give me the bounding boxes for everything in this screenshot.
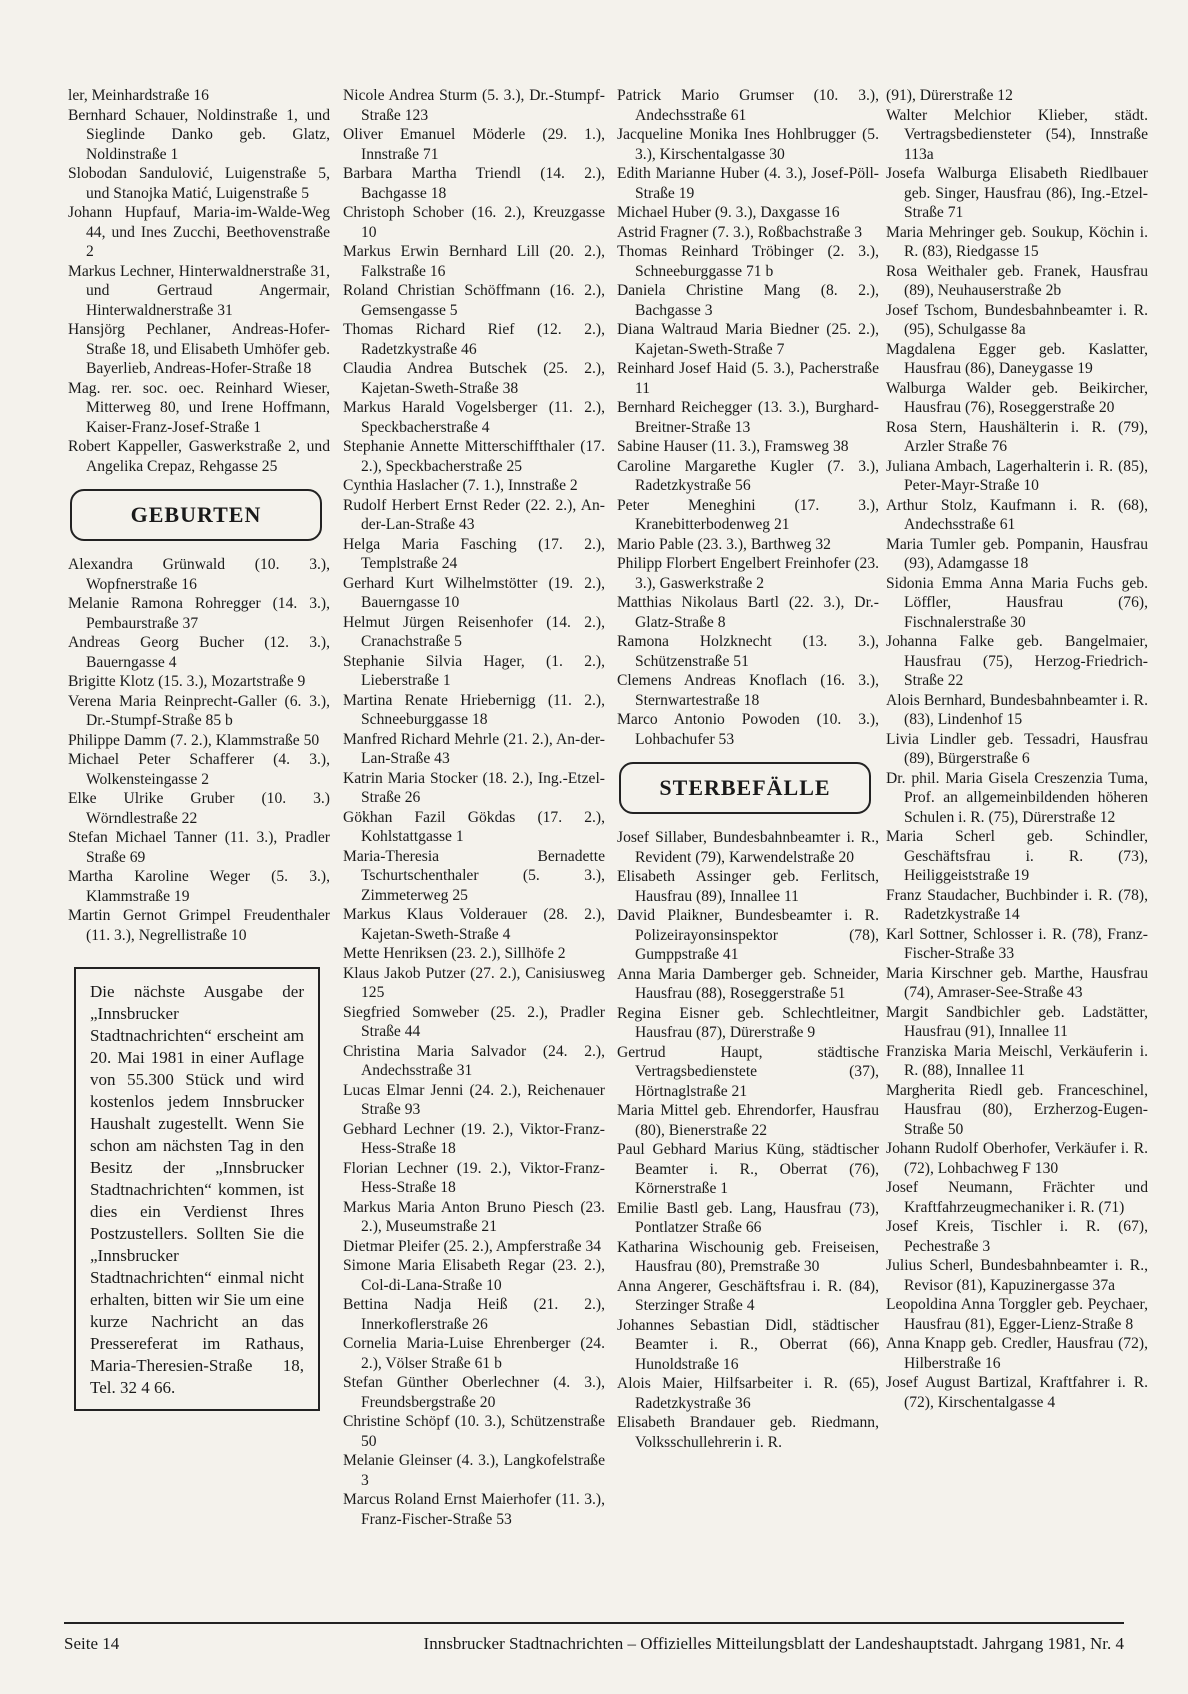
- list-item: Manfred Richard Mehrle (21. 2.), An-der-Lan-Straße 43: [343, 730, 605, 767]
- list-item: Franz Staudacher, Buchbinder i. R. (78), Radetzkystraße 14: [886, 886, 1148, 923]
- entries-list: [343, 86, 605, 1529]
- list-item: Astrid Fragner (7. 3.), Roßbachstraße 3: [617, 223, 863, 241]
- list-item: Dr. phil. Maria Gisela Creszenzia Tuma, Prof. an allgemeinbildenden höheren Schulen i. R. (75), Dürerstraße 12: [886, 769, 1148, 826]
- list-item: Walburga Walder geb. Beikircher, Hausfrau (76), Roseggerstraße 20: [886, 379, 1148, 416]
- list-item: Elisabeth Assinger geb. Ferlitsch, Hausfrau (89), Innallee 11: [617, 868, 879, 905]
- list-item: Regina Eisner geb. Schlechtleitner, Hausfrau (87), Dürerstraße 9: [617, 1004, 879, 1041]
- list-item: Josefa Walburga Elisabeth Riedlbauer geb. Singer, Hausfrau (86), Ing.-Etzel-Straße 71: [886, 165, 1148, 221]
- list-item: Andreas Georg Bucher (12. 3.), Bauerngasse 4: [68, 634, 330, 671]
- list-item: Hansjörg Pechlaner, Andreas-Hofer-Straße 18, und Elisabeth Umhöfer geb. Bayerlieb, Andreas-Hofer-Straße 18: [68, 321, 330, 377]
- list-item: Anna Knapp geb. Credler, Hausfrau (72), Hilberstraße 16: [886, 1335, 1148, 1372]
- list-item: Juliana Ambach, Lagerhalterin i. R. (85), Peter-Mayr-Straße 10: [886, 457, 1148, 494]
- list-item: Magdalena Egger geb. Kaslatter, Hausfrau (86), Daneygasse 19: [886, 340, 1148, 377]
- list-item: Roland Christian Schöffmann (16. 2.), Gemsengasse 5: [343, 282, 605, 319]
- column-1: [68, 86, 330, 1411]
- list-item: Mario Pable (23. 3.), Barthweg 32: [617, 535, 831, 553]
- list-item: Patrick Mario Grumser (10. 3.), Andechsstraße 61: [617, 87, 879, 124]
- list-item: Nicole Andrea Sturm (5. 3.), Dr.-Stumpf-Straße 123: [343, 87, 605, 124]
- list-item: Martha Karoline Weger (5. 3.), Klammstraße 19: [68, 868, 330, 905]
- list-item: Helga Maria Fasching (17. 2.), Templstraße 24: [343, 535, 605, 572]
- list-item: Maria Kirschner geb. Marthe, Hausfrau (74), Amraser-See-Straße 43: [886, 964, 1148, 1001]
- list-item: Klaus Jakob Putzer (27. 2.), Canisiusweg 125: [343, 964, 605, 1001]
- list-item: Cornelia Maria-Luise Ehrenberger (24. 2.), Völser Straße 61 b: [343, 1335, 605, 1372]
- list-item: Ramona Holzknecht (13. 3.), Schützenstraße 51: [617, 633, 879, 670]
- list-item: Stephanie Annette Mitterschiffthaler (17. 2.), Speckbacherstraße 25: [343, 438, 605, 475]
- list-item: Sidonia Emma Anna Maria Fuchs geb. Löffler, Hausfrau (76), Fischnalerstraße 30: [886, 574, 1148, 631]
- list-item: Robert Kappeller, Gaswerkstraße 2, und Angelika Crepaz, Rehgasse 25: [68, 438, 330, 475]
- list-item: Thomas Richard Rief (12. 2.), Radetzkystraße 46: [343, 321, 605, 358]
- list-item: Marco Antonio Powoden (10. 3.), Lohbachufer 53: [617, 711, 879, 748]
- list-item: Julius Scherl, Bundesbahnbeamter i. R., Revisor (81), Kapuzinergasse 37a: [886, 1257, 1148, 1294]
- list-item: Maria Mehringer geb. Soukup, Köchin i. R. (83), Riedgasse 15: [886, 223, 1148, 260]
- list-item: Gertrud Haupt, städtische Vertragsbedienstete (37), Hörtnaglstraße 21: [617, 1043, 879, 1100]
- list-item: Slobodan Sandulović, Luigenstraße 5, und Stanojka Matić, Luigenstraße 5: [68, 165, 330, 202]
- list-item: Maria Scherl geb. Schindler, Geschäftsfrau i. R. (73), Heiliggeiststraße 19: [886, 828, 1148, 884]
- list-item: Josef Sillaber, Bundesbahnbeamter i. R., Revident (79), Karwendelstraße 20: [617, 829, 879, 866]
- list-item: Edith Marianne Huber (4. 3.), Josef-Pöll-Straße 19: [617, 165, 879, 202]
- list-item: Alexandra Grünwald (10. 3.), Wopfnerstraße 16: [68, 556, 330, 593]
- list-item: Clemens Andreas Knoflach (16. 3.), Sternwartestraße 18: [617, 672, 879, 709]
- list-item: Markus Maria Anton Bruno Piesch (23. 2.), Museumstraße 21: [343, 1198, 605, 1235]
- list-item: Siegfried Somweber (25. 2.), Pradler Straße 44: [343, 1003, 605, 1040]
- list-item: Dietmar Pleifer (25. 2.), Ampferstraße 34: [343, 1237, 602, 1255]
- list-item: Margit Sandbichler geb. Ladstätter, Hausfrau (91), Innallee 11: [886, 1003, 1148, 1040]
- list-item: Maria Mittel geb. Ehrendorfer, Hausfrau (80), Bienerstraße 22: [617, 1102, 879, 1139]
- list-item: Martin Gernot Grimpel Freudenthaler (11. 3.), Negrellistraße 10: [68, 907, 330, 944]
- list-item: Bernhard Reichegger (13. 3.), Burghard-Breitner-Straße 13: [617, 399, 879, 436]
- column-4: [886, 86, 1148, 1412]
- list-item: Johann Rudolf Oberhofer, Verkäufer i. R. (72), Lohbachweg F 130: [886, 1140, 1148, 1177]
- list-item: Florian Lechner (19. 2.), Viktor-Franz-Hess-Straße 18: [343, 1159, 605, 1196]
- list-item: Brigitte Klotz (15. 3.), Mozartstraße 9: [68, 673, 306, 690]
- list-item: Mette Henriksen (23. 2.), Sillhöfe 2: [343, 945, 566, 962]
- list-item: Sabine Hauser (11. 3.), Framsweg 38: [617, 438, 849, 455]
- list-item: Katharina Wischounig geb. Freiseisen, Hausfrau (80), Premstraße 30: [617, 1238, 879, 1275]
- list-item: Michael Huber (9. 3.), Daxgasse 16: [617, 204, 840, 221]
- list-item: Marcus Roland Ernst Maierhofer (11. 3.), Franz-Fischer-Straße 53: [343, 1491, 605, 1528]
- list-item: Christoph Schober (16. 2.), Kreuzgasse 10: [343, 204, 605, 241]
- list-item: Margherita Riedl geb. Franceschinel, Hausfrau (80), Erzherzog-Eugen-Straße 50: [886, 1081, 1148, 1138]
- section-heading-sterbefaelle: STERBEFÄLLE: [619, 762, 871, 814]
- list-item: Emilie Bastl geb. Lang, Hausfrau (73), Pontlatzer Straße 66: [617, 1199, 879, 1236]
- list-item: Bernhard Schauer, Noldinstraße 1, und Sieglinde Danko geb. Glatz, Noldinstraße 1: [68, 106, 330, 163]
- list-item: Maria Tumler geb. Pompanin, Hausfrau (93), Adamgasse 18: [886, 535, 1148, 572]
- list-item: Stefan Michael Tanner (11. 3.), Pradler Straße 69: [68, 829, 330, 866]
- list-item: Josef Neumann, Frächter und Kraftfahrzeugmechaniker i. R. (71): [886, 1179, 1148, 1216]
- list-item: Caroline Margarethe Kugler (7. 3.), Radetzkystraße 56: [617, 457, 879, 494]
- list-item: Gerhard Kurt Wilhelmstötter (19. 2.), Bauerngasse 10: [343, 574, 605, 611]
- list-item: Elke Ulrike Gruber (10. 3.) Wörndlestraße 22: [68, 790, 330, 827]
- list-item: Simone Maria Elisabeth Regar (23. 2.), Col-di-Lana-Straße 10: [343, 1257, 605, 1294]
- list-item: Josef Tschom, Bundesbahnbeamter i. R. (95), Schulgasse 8a: [886, 301, 1148, 338]
- list-item: Reinhard Josef Haid (5. 3.), Pacherstraße 11: [617, 360, 879, 397]
- list-item: Markus Klaus Volderauer (28. 2.), Kajetan-Sweth-Straße 4: [343, 906, 605, 943]
- list-item: Philippe Damm (7. 2.), Klammstraße 50: [68, 731, 320, 749]
- page-footer: [64, 1622, 1124, 1654]
- entries-list: [886, 86, 1148, 1412]
- list-item: Melanie Gleinser (4. 3.), Langkofelstraße 3: [343, 1452, 605, 1489]
- list-item: Markus Lechner, Hinterwaldnerstraße 31, und Gertraud Angermair, Hinterwaldnerstraße 31: [68, 262, 330, 319]
- section-heading-geburten: GEBURTEN: [70, 489, 322, 541]
- list-item: Anna Angerer, Geschäftsfrau i. R. (84), Sterzinger Straße 4: [617, 1277, 879, 1314]
- list-item: Livia Lindler geb. Tessadri, Hausfrau (89), Bürgerstraße 6: [886, 730, 1148, 767]
- list-item: Jacqueline Monika Ines Hohlbrugger (5. 3.), Kirschentalgasse 30: [617, 126, 879, 163]
- list-item: Bettina Nadja Heiß (21. 2.), Innerkoflerstraße 26: [343, 1296, 605, 1333]
- list-item: ler, Meinhardstraße 16: [68, 87, 209, 104]
- list-item: Peter Meneghini (17. 3.), Kranebitterbodenweg 21: [617, 496, 879, 533]
- column-2: [343, 86, 605, 1529]
- list-item: Josef August Bartizal, Kraftfahrer i. R. (72), Kirschentalgasse 4: [886, 1374, 1148, 1411]
- list-item: Philipp Florbert Engelbert Freinhofer (23. 3.), Gaswerkstraße 2: [617, 555, 880, 592]
- entries-list: [68, 555, 330, 945]
- list-item: Alois Maier, Hilfsarbeiter i. R. (65), Radetzkystraße 36: [617, 1375, 879, 1412]
- list-item: Diana Waltraud Maria Biedner (25. 2.), Kajetan-Sweth-Straße 7: [617, 321, 879, 358]
- page-number: Seite 14: [64, 1634, 120, 1653]
- publication-title: Innsbrucker Stadtnachrichten – Offizielles Mitteilungsblatt der Landeshauptstadt. Jahrgang 1981, Nr. 4: [423, 1634, 1124, 1653]
- list-item: Paul Gebhard Marius Küng, städtischer Beamter i. R., Oberrat (76), Körnerstraße 1: [617, 1141, 879, 1197]
- list-item: (91), Dürerstraße 12: [886, 87, 1013, 104]
- list-item: Walter Melchior Klieber, städt. Vertragsbediensteter (54), Innstraße 113a: [886, 106, 1148, 163]
- entries-list: [68, 86, 330, 476]
- list-item: Martina Renate Hriebernigg (11. 2.), Schneeburggasse 18: [343, 691, 605, 728]
- list-item: Michael Peter Schafferer (4. 3.), Wolkensteingasse 2: [68, 751, 330, 788]
- list-item: Rosa Stern, Haushälterin i. R. (79), Arzler Straße 76: [886, 418, 1148, 455]
- list-item: Johanna Falke geb. Bangelmaier, Hausfrau (75), Herzog-Friedrich-Straße 22: [886, 633, 1148, 689]
- notice-box: Die nächste Ausgabe der „Innsbrucker Stadtnachrichten“ erscheint am 20. Mai 1981 in einer Auflage von 55.300 Stück und wird kostenlos jedem Innsbrucker Haushalt zugestellt. Wenn Sie schon am nächsten Tag in den Besitz der „Innsbrucker Stadtnachrichten“ kommen, ist dies ein Verdienst Ihres Postzustellers. Sollten Sie die „Innsbrucker Stadtnachrichten“ einmal nicht erhalten, bitten wir Sie um eine kurze Nachricht an das Pressereferat im Rathaus, Maria-Theresien-Straße 18, Tel. 32 4 66.: [74, 967, 320, 1411]
- list-item: Katrin Maria Stocker (18. 2.), Ing.-Etzel-Straße 26: [343, 769, 605, 806]
- list-item: Anna Maria Damberger geb. Schneider, Hausfrau (88), Roseggerstraße 51: [617, 965, 879, 1002]
- list-item: Arthur Stolz, Kaufmann i. R. (68), Andechsstraße 61: [886, 496, 1148, 533]
- list-item: Oliver Emanuel Möderle (29. 1.), Innstraße 71: [343, 126, 605, 163]
- list-item: Maria-Theresia Bernadette Tschurtschenthaler (5. 3.), Zimmeterweg 25: [343, 847, 605, 904]
- entries-list: [617, 86, 879, 749]
- list-item: David Plaikner, Bundesbeamter i. R. Polizeirayonsinspektor (78), Gumppstraße 41: [617, 907, 879, 963]
- list-item: Josef Kreis, Tischler i. R. (67), Pechestraße 3: [886, 1218, 1148, 1255]
- list-item: Johannes Sebastian Didl, städtischer Beamter i. R., Oberrat (66), Hunoldstraße 16: [617, 1316, 879, 1373]
- entries-list: [617, 828, 879, 1452]
- list-item: Karl Sottner, Schlosser i. R. (78), Franz-Fischer-Straße 33: [886, 925, 1148, 962]
- list-item: Barbara Martha Triendl (14. 2.), Bachgasse 18: [343, 165, 605, 202]
- column-3: [617, 86, 879, 1452]
- list-item: Gebhard Lechner (19. 2.), Viktor-Franz-Hess-Straße 18: [343, 1120, 605, 1157]
- list-item: Thomas Reinhard Tröbinger (2. 3.), Schneeburggasse 71 b: [617, 243, 879, 280]
- list-item: Stefan Günther Oberlechner (4. 3.), Freundsbergstraße 20: [343, 1374, 605, 1411]
- list-item: Alois Bernhard, Bundesbahnbeamter i. R. (83), Lindenhof 15: [886, 691, 1148, 728]
- list-item: Franziska Maria Meischl, Verkäuferin i. R. (88), Innallee 11: [886, 1042, 1148, 1079]
- list-item: Melanie Ramona Rohregger (14. 3.), Pembaurstraße 37: [68, 595, 330, 632]
- list-item: Christine Schöpf (10. 3.), Schützenstraße 50: [343, 1413, 605, 1450]
- list-item: Lucas Elmar Jenni (24. 2.), Reichenauer Straße 93: [343, 1081, 605, 1118]
- list-item: Helmut Jürgen Reisenhofer (14. 2.), Cranachstraße 5: [343, 613, 605, 650]
- list-item: Christina Maria Salvador (24. 2.), Andechsstraße 31: [343, 1042, 605, 1079]
- list-item: Cynthia Haslacher (7. 1.), Innstraße 2: [343, 477, 578, 494]
- list-item: Claudia Andrea Butschek (25. 2.), Kajetan-Sweth-Straße 38: [343, 360, 605, 397]
- list-item: Matthias Nikolaus Bartl (22. 3.), Dr.-Glatz-Straße 8: [617, 594, 879, 631]
- list-item: Rudolf Herbert Ernst Reder (22. 2.), An-der-Lan-Straße 43: [343, 496, 605, 533]
- list-item: Verena Maria Reinprecht-Galler (6. 3.), Dr.-Stumpf-Straße 85 b: [68, 692, 330, 729]
- list-item: Mag. rer. soc. oec. Reinhard Wieser, Mitterweg 80, und Irene Hoffmann, Kaiser-Franz-Josef-Straße 1: [68, 379, 330, 436]
- list-item: Elisabeth Brandauer geb. Riedmann, Volksschullehrerin i. R.: [617, 1414, 879, 1451]
- list-item: Markus Erwin Bernhard Lill (20. 2.), Falkstraße 16: [343, 243, 605, 280]
- list-item: Gökhan Fazil Gökdas (17. 2.), Kohlstattgasse 1: [343, 808, 605, 845]
- list-item: Markus Harald Vogelsberger (11. 2.), Speckbacherstraße 4: [343, 399, 605, 436]
- list-item: Rosa Weithaler geb. Franek, Hausfrau (89), Neuhauserstraße 2b: [886, 262, 1148, 299]
- list-item: Leopoldina Anna Torggler geb. Peychaer, Hausfrau (81), Egger-Lienz-Straße 8: [886, 1296, 1148, 1333]
- list-item: Daniela Christine Mang (8. 2.), Bachgasse 3: [617, 282, 879, 319]
- list-item: Stephanie Silvia Hager, (1. 2.), Lieberstraße 1: [343, 652, 605, 689]
- list-item: Johann Hupfauf, Maria-im-Walde-Weg 44, und Ines Zucchi, Beethovenstraße 2: [68, 204, 330, 260]
